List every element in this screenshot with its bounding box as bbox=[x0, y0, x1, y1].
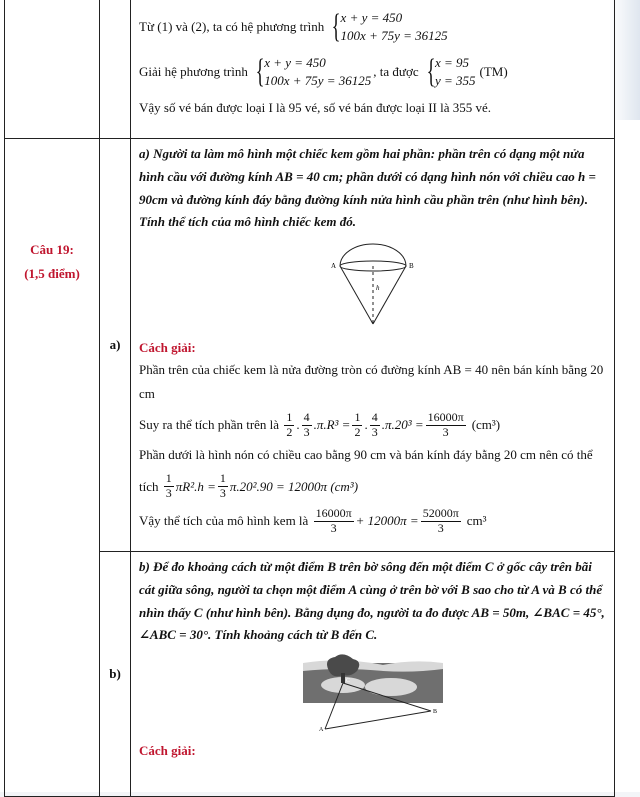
part-b-content bbox=[131, 552, 615, 797]
fraction bbox=[370, 411, 380, 440]
river-diagram bbox=[303, 653, 443, 733]
solution-line-3: Phần dưới là hình nón có chiều cao bằng 90 cm và bán kính đáy bằng 20 cm nên có thể bbox=[139, 447, 593, 463]
equation: x + y = 450 bbox=[264, 55, 326, 71]
part-b-cell bbox=[100, 552, 131, 797]
numerator: 4 bbox=[371, 409, 378, 424]
solution-line-1: Phần trên của chiếc kem là nửa đường tròn có đường kính AB = 40 nên bán kính bằng 20 cm bbox=[139, 361, 604, 402]
question-cell bbox=[5, 139, 100, 797]
ice-cream-diagram bbox=[328, 240, 418, 330]
equation: 100x + 75y = 36125 bbox=[264, 72, 372, 88]
solution-heading: Cách giải: bbox=[139, 743, 196, 758]
numerator: 1 bbox=[165, 471, 172, 486]
fraction bbox=[426, 411, 466, 440]
solution-y: y = 355 bbox=[434, 72, 476, 88]
solution-x: x = 95 bbox=[434, 55, 469, 71]
fraction bbox=[218, 472, 228, 501]
math-expr: πR².h = bbox=[175, 478, 216, 494]
solution-line-5-prefix: Vậy thể tích của mô hình kem là bbox=[139, 513, 309, 529]
numerator: 52000π bbox=[422, 505, 459, 520]
denominator: 3 bbox=[219, 485, 226, 500]
denominator: 3 bbox=[330, 520, 337, 535]
solution-line-4-prefix: tích bbox=[139, 478, 159, 494]
point-a-label: A bbox=[330, 262, 336, 270]
numerator: 1 bbox=[219, 471, 226, 486]
part-a-content: a) Người ta làm mô hình một chiếc kem gồm hai phần: phần trên có dạng một nửa hình cầu với đường kính AB = 40 cm; phần dưới có dạng hình nón với chiều cao h = 90cm và đường kính đáy bằng đường kính nửa hình cầu phần trên (như hình bên). Tính thể tích của mô hình chiếc kem đó. A B h Cách giải: Phần trên của chiếc kem là nửa đường tròn có đường kính AB = 40 nên bán kính bằng 20 cm Suy ra thể tích phần trên là $\frac{1}{2}$ . $\frac{4}{3}$ .π.R³ = $\frac{1}{2}$ . $\frac{4}{3}$ .π.20³ = $\frac{16000\pi}{3}$ (cm³) Phần dưới là hình nón có chiều cao bằng 90 cm và bán kính đáy bằng 20 cm nên có thể tích $\frac{1}{3}$ πR².h = $\frac{1}{3}$ π.20².90 = 12000π (cm³) Vậy thể tích của mô hình kem là $\frac{16000\pi}{3}$ + 12000π = $\frac{52000\pi}{3}$ cm³ bbox=[131, 139, 615, 552]
solve-mid: , ta được bbox=[373, 63, 419, 79]
fraction bbox=[421, 507, 461, 536]
fraction bbox=[284, 411, 294, 440]
denominator: 2 bbox=[286, 424, 293, 439]
ice-cream-figure bbox=[139, 240, 606, 330]
river-figure bbox=[139, 653, 606, 733]
part-a-label: a) bbox=[109, 337, 121, 352]
height-label: h bbox=[375, 284, 379, 292]
tm-note: (TM) bbox=[479, 63, 508, 79]
math-expr: π.20².90 = 12000π (cm³) bbox=[229, 478, 359, 494]
numerator: 16000π bbox=[427, 409, 464, 424]
part-a-problem: a) Người ta làm mô hình một chiếc kem gồm hai phần: phần trên có dạng một nửa hình cầu với đường kính AB = 40 cm; phần dưới có dạng hình nón với chiều cao h = 90cm và đường kính đáy bằng đường kính nửa hình cầu phần trên (như hình bên). Tính thể tích của mô hình chiếc kem đó. bbox=[139, 146, 596, 230]
solution-heading: Cách giải: bbox=[139, 340, 196, 355]
denominator: 3 bbox=[437, 520, 444, 535]
fraction bbox=[302, 411, 312, 440]
equation: x + y = 450 bbox=[340, 10, 403, 25]
denominator: 3 bbox=[442, 424, 449, 439]
system-intro: Từ (1) và (2), ta có hệ phương trình bbox=[139, 18, 325, 34]
numerator: 4 bbox=[303, 409, 310, 424]
point-b-label: B bbox=[432, 709, 437, 715]
conclusion-text: Vậy số vé bán được loại I là 95 vé, số vé bán được loại II là 355 vé. bbox=[139, 100, 492, 116]
fraction bbox=[352, 411, 362, 440]
point-a-label: A bbox=[318, 727, 323, 733]
question-cell-empty bbox=[5, 0, 100, 139]
equation: 100x + 75y = 36125 bbox=[340, 27, 448, 43]
fraction bbox=[314, 507, 354, 536]
question-label: Câu 19: bbox=[30, 241, 74, 257]
denominator: 2 bbox=[354, 424, 361, 439]
unit: (cm³) bbox=[471, 417, 501, 433]
equation-system: { x + y = 450 100x + 75y = 36125 bbox=[255, 52, 372, 90]
numerator: 16000π bbox=[315, 505, 352, 520]
denominator: 3 bbox=[371, 424, 378, 439]
solve-intro: Giải hệ phương trình bbox=[139, 63, 248, 79]
denominator: 3 bbox=[303, 424, 310, 439]
table-row bbox=[5, 139, 615, 552]
point-c-label: C bbox=[345, 678, 350, 684]
math-expr: + 12000π = bbox=[355, 513, 419, 529]
point-b-label: B bbox=[408, 262, 414, 270]
numerator: 1 bbox=[286, 409, 293, 424]
part-b-label: b) bbox=[109, 666, 121, 681]
denominator: 3 bbox=[165, 485, 172, 500]
solution-system: { x = 95 y = 355 bbox=[426, 52, 476, 90]
math-expr: .π.R³ = bbox=[313, 417, 351, 433]
part-b-problem: b) Để đo khoảng cách từ một điểm B trên bờ sông đến một điểm C ở gốc cây trên bãi cát giữa sông, người ta chọn một điểm A cùng ở trên bờ với B sao cho từ A và B có thể nhìn thấy C (như hình bên). Bằng dụng đo, người ta đo được AB = 50m, ∠BAC = 45°, ∠ABC = 30°. Tính khoảng cách từ B đến C. bbox=[139, 559, 605, 643]
numerator: 1 bbox=[354, 409, 361, 424]
fraction bbox=[164, 472, 174, 501]
math-expr: .π.20³ = bbox=[381, 417, 424, 433]
part-a-cell bbox=[100, 139, 131, 552]
answer-table bbox=[4, 0, 615, 797]
part-cell-empty bbox=[100, 0, 131, 139]
equation-system: { x + y = 450 100x + 75y = 36125 bbox=[331, 7, 448, 45]
question-points: (1,5 điểm) bbox=[24, 266, 80, 282]
table-row bbox=[5, 0, 615, 139]
content-cell bbox=[131, 0, 615, 139]
unit: cm³ bbox=[466, 513, 487, 529]
solution-line-2-prefix: Suy ra thể tích phần trên là bbox=[139, 417, 280, 433]
